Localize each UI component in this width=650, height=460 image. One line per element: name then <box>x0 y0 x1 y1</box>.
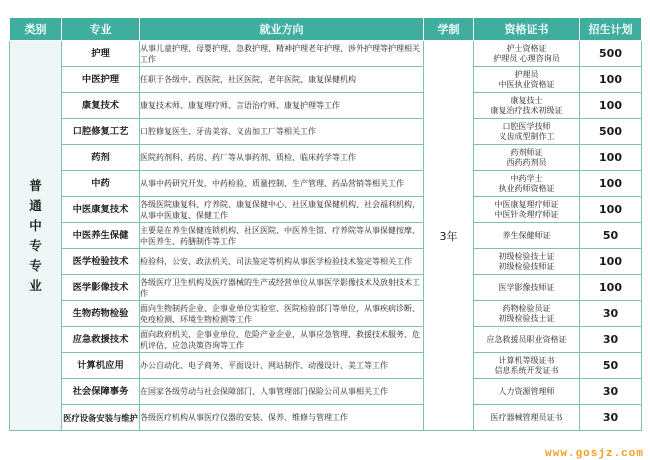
certificate-name: 康复技士 <box>510 95 543 105</box>
enrollment-plan-table <box>9 17 642 431</box>
table-row <box>10 275 642 301</box>
major-cell: 医学检验技术 <box>62 249 140 275</box>
quota-cell: 30 <box>580 405 642 431</box>
major-cell: 中医护理 <box>62 67 140 93</box>
certificate-name: 人力资源管理师 <box>498 386 555 396</box>
major-cell: 医学影像技术 <box>62 275 140 301</box>
header-quota: 招生计划 <box>580 18 642 41</box>
direction-cell <box>140 171 424 197</box>
direction-cell <box>140 93 424 119</box>
major-cell: 应急救援技术 <box>62 327 140 353</box>
table-row <box>10 93 642 119</box>
quota-cell: 100 <box>580 275 642 301</box>
quota-cell: 500 <box>580 119 642 145</box>
certificate-name: 护理员 心理咨询员 <box>493 53 560 63</box>
direction-text: 各级医疗机构从事医疗仪器的安装、保养、维修与管理工作 <box>140 413 348 422</box>
certificate-name: 口腔医学技师 <box>502 121 551 131</box>
certificate-name: 医学影像技师证 <box>498 282 555 292</box>
site-watermark: www.gosjz.com <box>545 448 644 460</box>
direction-cell <box>140 405 424 431</box>
certificate-cell <box>474 327 580 353</box>
direction-text: 面向政府机关、企事业单位、危险产业企业，从事应急管理、救援技术服务、危机评估、应急决策咨询等工作 <box>140 329 420 350</box>
direction-text: 康复技术师、康复理疗师、言语治疗师、康复护理等工作 <box>140 101 340 110</box>
table-row <box>10 405 642 431</box>
table-row <box>10 171 642 197</box>
certificate-cell <box>474 301 580 327</box>
major-cell: 中药 <box>62 171 140 197</box>
major-cell: 中医康复技术 <box>62 197 140 223</box>
table-row <box>10 249 642 275</box>
certificate-name: 义齿成型制作工 <box>498 131 555 141</box>
direction-text: 面向生物制药企业、企事业单位实验室、医院检验部门等单位，从事疾病诊断、免疫检测、环境生物检测等工作 <box>140 303 420 324</box>
quota-cell: 50 <box>580 223 642 249</box>
quota-cell: 100 <box>580 249 642 275</box>
major-cell: 社会保障事务 <box>62 379 140 405</box>
certificate-name: 医疗器械管理员证书 <box>490 412 563 422</box>
major-cell: 康复技术 <box>62 93 140 119</box>
direction-text: 检验科，公安、政法机关、司法鉴定等机构从事医学检验技术鉴定等相关工作 <box>140 257 412 266</box>
header-row <box>10 18 642 41</box>
table-row <box>10 145 642 171</box>
certificate-name: 药物检验员证 <box>502 303 551 313</box>
quota-cell: 100 <box>580 67 642 93</box>
table-row <box>10 67 642 93</box>
major-cell: 计算机应用 <box>62 353 140 379</box>
direction-text: 在国家各级劳动与社会保障部门、人事管理部门保险公司从事相关工作 <box>140 387 388 396</box>
header-years: 学制 <box>424 18 474 41</box>
major-cell: 医疗设备安装与维护 <box>62 405 140 431</box>
table-row <box>10 353 642 379</box>
direction-cell <box>140 249 424 275</box>
certificate-cell <box>474 275 580 301</box>
table-row <box>10 379 642 405</box>
certificate-name: 初级检验技师证 <box>498 261 555 271</box>
direction-cell <box>140 379 424 405</box>
years-cell: 3年 <box>424 41 474 431</box>
certificate-name: 初级检验技士证 <box>498 251 555 261</box>
major-cell: 生物药物检验 <box>62 301 140 327</box>
certificate-name: 中医执业资格证 <box>498 79 555 89</box>
certificate-cell <box>474 405 580 431</box>
direction-cell <box>140 223 424 249</box>
table-row <box>10 301 642 327</box>
direction-cell <box>140 353 424 379</box>
direction-cell <box>140 327 424 353</box>
quota-cell: 100 <box>580 197 642 223</box>
certificate-name: 中医针灸理疗师证 <box>494 209 559 219</box>
quota-cell: 500 <box>580 41 642 67</box>
category-cell: 普 通 中 专 专 业 <box>10 41 62 431</box>
quota-cell: 100 <box>580 171 642 197</box>
certificate-name: 西药药剂员 <box>506 157 547 167</box>
direction-cell <box>140 145 424 171</box>
major-cell: 口腔修复工艺 <box>62 119 140 145</box>
certificate-cell <box>474 41 580 67</box>
direction-cell <box>140 275 424 301</box>
direction-cell <box>140 301 424 327</box>
table-row <box>10 197 642 223</box>
direction-text: 办公自动化、电子商务、平面设计、网站制作、动漫设计、美工等工作 <box>140 361 388 370</box>
quota-cell: 100 <box>580 145 642 171</box>
header-direction: 就业方向 <box>140 18 424 41</box>
table-row <box>10 119 642 145</box>
certificate-name: 康复治疗技术初级证 <box>490 105 563 115</box>
certificate-name: 执业药师资格证 <box>498 183 555 193</box>
quota-cell: 30 <box>580 379 642 405</box>
certificate-name: 中医康复理疗师证 <box>494 199 559 209</box>
certificate-name: 应急救援员职业资格证 <box>486 334 567 344</box>
certificate-name: 信息系统开发证书 <box>494 365 559 375</box>
certificate-cell <box>474 197 580 223</box>
table-row <box>10 223 642 249</box>
direction-text: 各级医疗卫生机构及医疗器械的生产或经营单位从事医学影像技术及放射技术工作 <box>140 277 420 298</box>
direction-cell <box>140 119 424 145</box>
direction-text: 从事儿童护理、母婴护理、急救护理、精神护理老年护理、涉外护理等护理相关工作 <box>140 43 420 64</box>
direction-cell <box>140 197 424 223</box>
certificate-name: 初级检验技士证 <box>498 313 555 323</box>
major-cell: 护理 <box>62 41 140 67</box>
certificate-cell <box>474 67 580 93</box>
direction-text: 任职于各级中、西医院，社区医院，老年医院、康复保健机构 <box>140 75 356 84</box>
direction-cell <box>140 41 424 67</box>
certificate-cell <box>474 223 580 249</box>
header-category: 类别 <box>10 18 62 41</box>
certificate-name: 中药学士 <box>510 173 543 183</box>
certificate-cell <box>474 171 580 197</box>
certificate-cell <box>474 119 580 145</box>
quota-cell: 100 <box>580 93 642 119</box>
header-major: 专业 <box>62 18 140 41</box>
direction-text: 医院药剂科、药房、药厂等从事药剂、质检、临床药学等工作 <box>140 153 356 162</box>
certificate-name: 药剂师证 <box>510 147 543 157</box>
quota-cell: 30 <box>580 301 642 327</box>
certificate-name: 计算机等级证书 <box>498 355 555 365</box>
direction-text: 各级医院康复科、疗养院、康复保健中心、社区康复保健机构、社会福利机构，从事中医康复、保健工作 <box>140 199 420 220</box>
direction-text: 主要是在养生保健连锁机构、社区医院、中医养生馆、疗养院等从事保健按摩、中医养生、药膳制作等工作 <box>140 225 420 246</box>
certificate-cell <box>474 249 580 275</box>
direction-text: 口腔修复医生、牙齿美容、义齿加工厂等相关工作 <box>140 127 316 136</box>
major-cell: 中医养生保健 <box>62 223 140 249</box>
major-cell: 药剂 <box>62 145 140 171</box>
quota-cell: 50 <box>580 353 642 379</box>
certificate-cell <box>474 379 580 405</box>
header-certificates: 资格证书 <box>474 18 580 41</box>
certificate-cell <box>474 353 580 379</box>
table-row <box>10 327 642 353</box>
quota-cell: 30 <box>580 327 642 353</box>
certificate-cell <box>474 145 580 171</box>
direction-cell <box>140 67 424 93</box>
direction-text: 从事中药研究开发、中药检验、质量控制、生产管理、药品营销等相关工作 <box>140 179 404 188</box>
certificate-name: 养生保健师证 <box>502 230 551 240</box>
certificate-cell <box>474 93 580 119</box>
certificate-name: 护士资格证 <box>506 43 547 53</box>
certificate-name: 护理员 <box>514 69 539 79</box>
table-row <box>10 41 642 67</box>
